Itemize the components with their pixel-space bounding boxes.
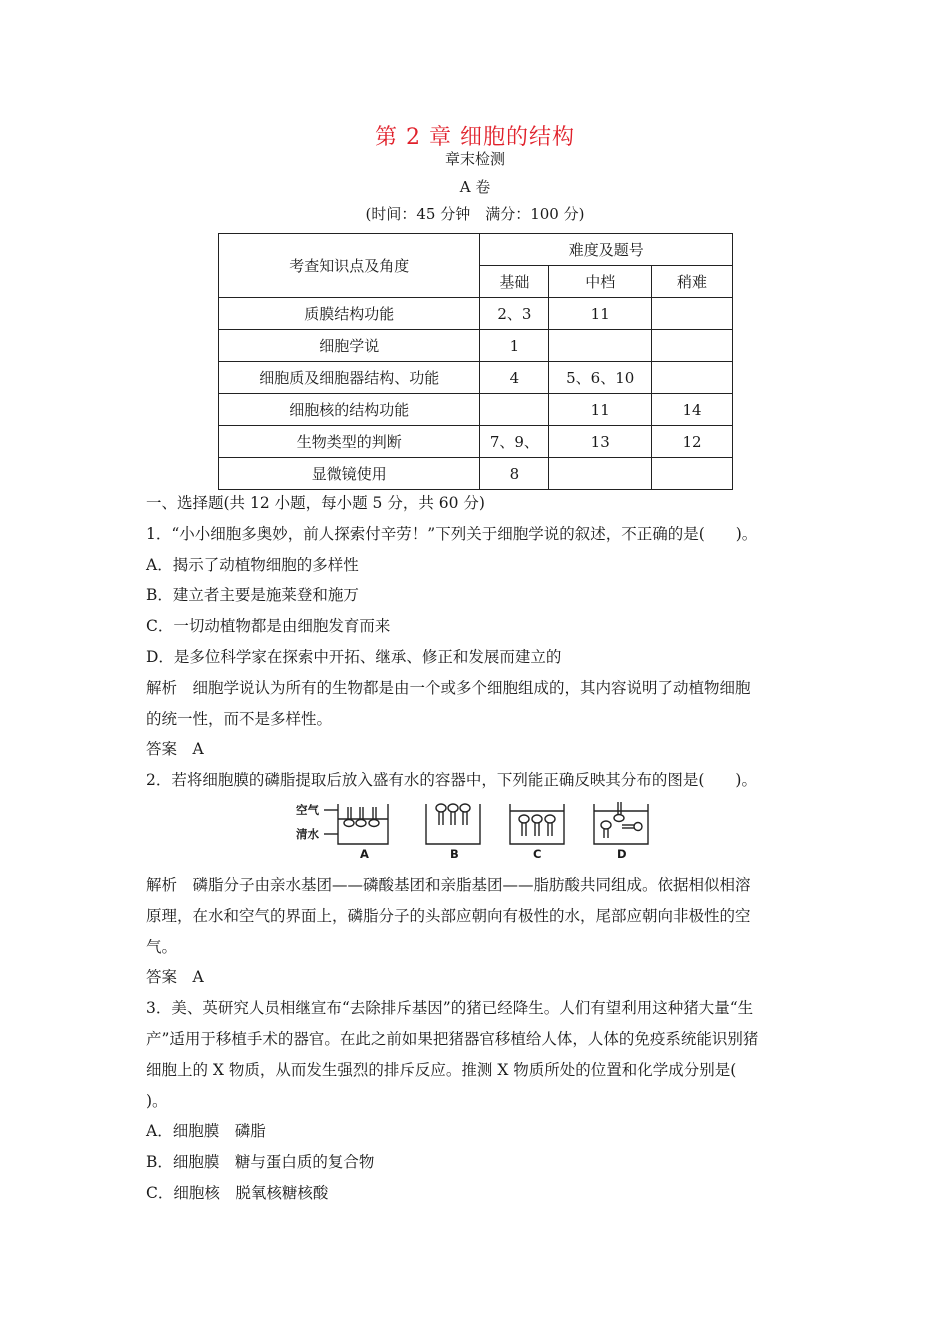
- table-cell-topic: 细胞学说: [219, 330, 480, 362]
- panel-label-c: C: [533, 846, 542, 861]
- container-c: [510, 804, 564, 844]
- table-level-header: 基础: [480, 266, 549, 298]
- question-3-stem: 3．美、英研究人员相继宣布“去除排斥基因”的猪已经降生。人们有望利用这种猪大量“生: [146, 999, 754, 1018]
- water-label: 清水: [296, 826, 319, 841]
- table-cell-hard: [652, 458, 733, 490]
- table-cell-basic: 8: [480, 458, 549, 490]
- table-cell-hard: [652, 362, 733, 394]
- question-1-option-b: B．建立者主要是施莱登和施万: [146, 586, 359, 605]
- table-cell-medium: 11: [549, 394, 652, 426]
- panel-label-d: D: [617, 846, 627, 861]
- table-cell-medium: 13: [549, 426, 652, 458]
- question-3-option-c: C．细胞核 脱氧核糖核酸: [146, 1183, 329, 1202]
- table-cell-basic: 7、9、: [480, 426, 549, 458]
- table-cell-hard: 12: [652, 426, 733, 458]
- air-label: 空气: [296, 802, 319, 817]
- table-group-header: 难度及题号: [480, 234, 733, 266]
- table-cell-hard: [652, 298, 733, 330]
- phospholipid-a: [344, 807, 379, 827]
- table-cell-medium: [549, 330, 652, 362]
- question-2-analysis: 原理，在水和空气的界面上，磷脂分子的头部应朝向有极性的水，尾部应朝向非极性的空: [146, 906, 751, 925]
- phospholipid-diagram: [296, 798, 666, 864]
- question-1-option-d: D．是多位科学家在探索中开拓、继承、修正和发展而建立的: [146, 647, 562, 666]
- chapter-title: 第 2 章 细胞的结构: [375, 125, 575, 150]
- table-cell-basic: 2、3: [480, 298, 549, 330]
- section-heading: 一、选择题(共 12 小题，每小题 5 分，共 60 分): [146, 494, 485, 512]
- table-cell-basic: [480, 394, 549, 426]
- question-3-stem: 细胞上的 X 物质，从而发生强烈的排斥反应。推测 X 物质所处的位置和化学成分别是(: [146, 1060, 737, 1079]
- table-level-header: 中档: [549, 266, 652, 298]
- question-2-analysis: 解析 磷脂分子由亲水基团——磷酸基团和亲脂基团——脂肪酸共同组成。依据相似相溶: [146, 875, 751, 894]
- question-1-answer: 答案 A: [146, 740, 204, 759]
- phospholipid-figure: [146, 796, 811, 870]
- phospholipid-d: [601, 802, 642, 838]
- table-row: [219, 298, 733, 330]
- table-cell-medium: [549, 458, 652, 490]
- question-1-stem: 1．“小小细胞多奥妙，前人探索付辛劳！”下列关于细胞学说的叙述，不正确的是( )。: [146, 524, 758, 543]
- table-cell-medium: 11: [549, 298, 652, 330]
- table-cell-topic: 生物类型的判断: [219, 426, 480, 458]
- question-2-answer: 答案 A: [146, 968, 204, 987]
- question-2-analysis: 气。: [146, 937, 178, 956]
- question-3-stem: 产”适用于移植手术的器官。在此之前如果把猪器官移植给人体，人体的免疫系统能识别猪: [146, 1029, 759, 1048]
- question-1-analysis: 解析 细胞学说认为所有的生物都是由一个或多个细胞组成的，其内容说明了动植物细胞: [146, 678, 751, 697]
- exam-time-info: (时间：45 分钟 满分：100 分): [365, 205, 585, 223]
- question-3-stem: )。: [146, 1091, 168, 1110]
- table-corner-header: 考查知识点及角度: [219, 234, 480, 298]
- table-cell-topic: 显微镜使用: [219, 458, 480, 490]
- table-cell-hard: [652, 330, 733, 362]
- chapter-subtitle: 章末检测: [444, 150, 505, 168]
- panel-label-b: B: [450, 846, 459, 861]
- table-level-header: 稍难: [652, 266, 733, 298]
- phospholipid-c: [519, 815, 555, 836]
- table-row: [219, 458, 733, 490]
- phospholipid-b: [436, 804, 470, 825]
- question-2-stem: 2．若将细胞膜的磷脂提取后放入盛有水的容器中，下列能正确反映其分布的图是( )。: [146, 771, 757, 790]
- panel-label-a: A: [360, 846, 369, 861]
- table-cell-topic: 细胞核的结构功能: [219, 394, 480, 426]
- table-cell-medium: 5、6、10: [549, 362, 652, 394]
- table-row: [219, 394, 733, 426]
- question-1-option-a: A．揭示了动植物细胞的多样性: [146, 555, 359, 574]
- table-cell-topic: 细胞质及细胞器结构、功能: [219, 362, 480, 394]
- table-cell-topic: 质膜结构功能: [219, 298, 480, 330]
- question-1-option-c: C．一切动植物都是由细胞发育而来: [146, 617, 391, 636]
- table-cell-basic: 4: [480, 362, 549, 394]
- table-cell-basic: 1: [480, 330, 549, 362]
- table-row: [219, 362, 733, 394]
- table-cell-hard: 14: [652, 394, 733, 426]
- knowledge-difficulty-table: [218, 233, 733, 490]
- table-row: [219, 330, 733, 362]
- container-b: [426, 804, 480, 844]
- volume-label: A 卷: [459, 178, 491, 196]
- question-3-option-a: A．细胞膜 磷脂: [146, 1122, 266, 1141]
- question-3-option-b: B．细胞膜 糖与蛋白质的复合物: [146, 1153, 375, 1172]
- question-content: [146, 488, 811, 1209]
- table-row: [219, 426, 733, 458]
- question-1-analysis: 的统一性，而不是多样性。: [146, 709, 333, 728]
